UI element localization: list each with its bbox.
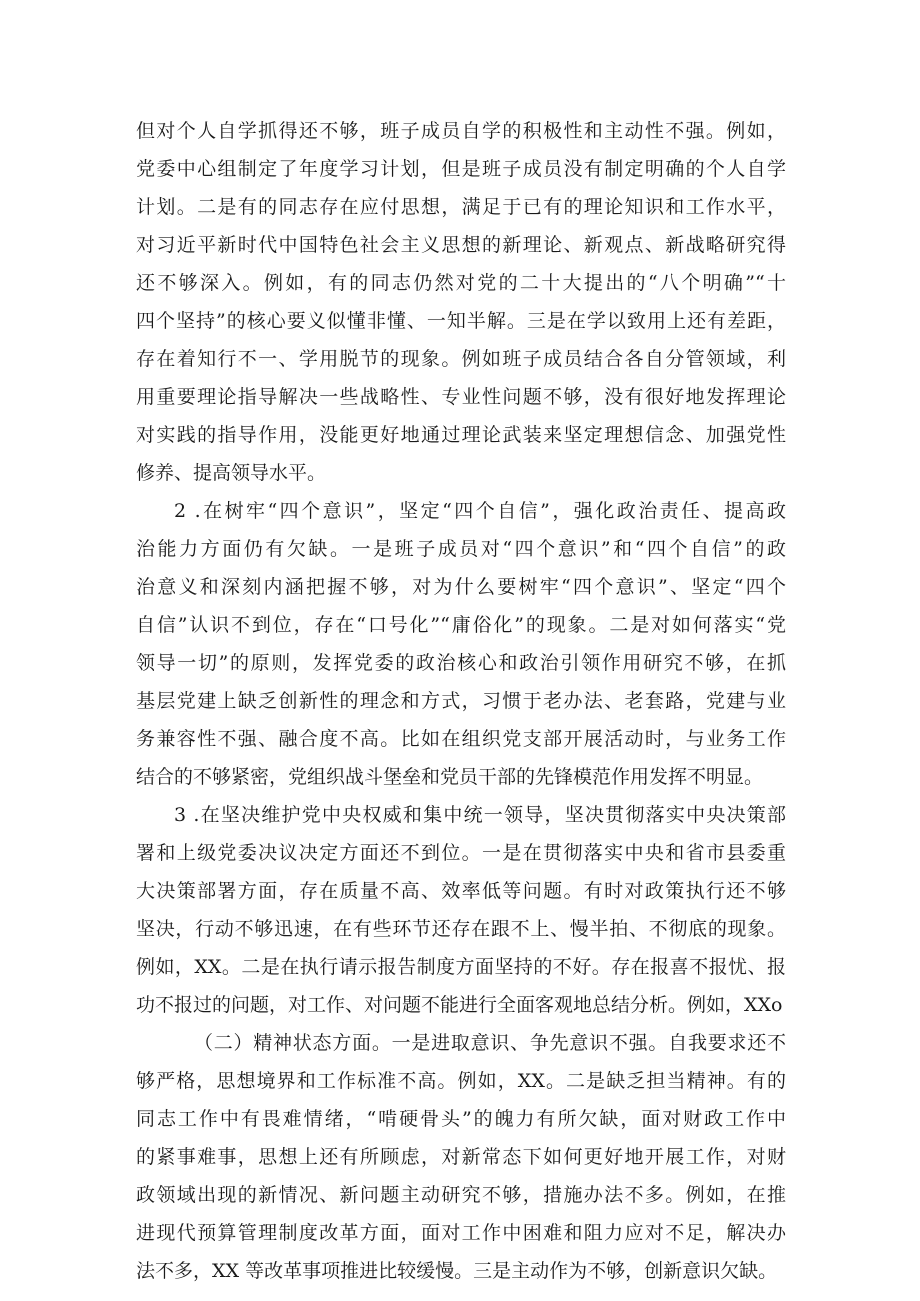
text-line: 治意义和深刻内涵把握不够，对为什么要树牢“四个意识”、坚定“四个 bbox=[136, 576, 786, 598]
text-line: 署和上级党委决议决定方面还不到位。一是在贯彻落实中央和省市县委重 bbox=[136, 842, 786, 864]
paragraph-1-continued bbox=[136, 112, 786, 492]
text-line: 法不多，XX 等改革事项推进比较缓慢。三是主动作为不够，创新意识欠缺。 bbox=[136, 1260, 778, 1282]
text-line: 政领域出现的新情况、新问题主动研究不够，措施办法不多。例如，在推 bbox=[136, 1184, 786, 1206]
text-line: 存在着知行不一、学用脱节的现象。例如班子成员结合各自分管领域，利 bbox=[136, 348, 786, 370]
text-line: 3 .在坚决维护党中央权威和集中统一领导，坚决贯彻落实中央决策部 bbox=[174, 804, 786, 826]
text-line: 坚决，行动不够迅速，在有些环节还存在跟不上、慢半拍、不彻底的现象。 bbox=[136, 918, 786, 940]
text-line: 结合的不够紧密，党组织战斗堡垒和党员干部的先锋模范作用发挥不明显。 bbox=[136, 766, 764, 788]
text-line: 2 .在树牢“四个意识”，坚定“四个自信”，强化政治责任、提高政 bbox=[174, 500, 786, 522]
text-line: 计划。二是有的同志存在应付思想，满足于已有的理论知识和工作水平， bbox=[136, 196, 786, 218]
text-line: 例如，XX。二是在执行请示报告制度方面坚持的不好。存在报喜不报忧、报 bbox=[136, 956, 786, 978]
text-line: 务兼容性不强、融合度不高。比如在组织党支部开展活动时，与业务工作 bbox=[136, 728, 786, 750]
text-line: 但对个人自学抓得还不够，班子成员自学的积极性和主动性不强。例如， bbox=[136, 120, 786, 142]
text-line: 自信”认识不到位，存在“口号化”“庸俗化”的现象。二是对如何落实“党 bbox=[136, 614, 786, 636]
text-line: 大决策部署方面，存在质量不高、效率低等问题。有时对政策执行还不够 bbox=[136, 880, 786, 902]
text-line: 领导一切”的原则，发挥党委的政治核心和政治引领作用研究不够，在抓 bbox=[136, 652, 786, 674]
text-line: 用重要理论指导解决一些战略性、专业性问题不够，没有很好地发挥理论 bbox=[136, 386, 786, 408]
text-line: 对习近平新时代中国特色社会主义思想的新理论、新观点、新战略研究得 bbox=[136, 234, 786, 256]
text-line: 治能力方面仍有欠缺。一是班子成员对“四个意识”和“四个自信”的政 bbox=[136, 538, 786, 560]
paragraph-4 bbox=[136, 1024, 786, 1290]
paragraph-2 bbox=[136, 492, 786, 796]
paragraph-3 bbox=[136, 796, 786, 1024]
text-line: 功不报过的问题，对工作、对问题不能进行全面客观地总结分析。例如，XXo bbox=[136, 994, 783, 1016]
text-line: 对实践的指导作用，没能更好地通过理论武装来坚定理想信念、加强党性 bbox=[136, 424, 786, 446]
text-line: 修养、提高领导水平。 bbox=[136, 462, 327, 484]
text-line: 基层党建上缺乏创新性的理念和方式，习惯于老办法、老套路，党建与业 bbox=[136, 690, 786, 712]
text-line: （二）精神状态方面。一是进取意识、争先意识不强。自我要求还不 bbox=[194, 1032, 786, 1054]
text-line: 同志工作中有畏难情绪，“啃硬骨头”的魄力有所欠缺，面对财政工作中 bbox=[136, 1108, 786, 1130]
text-line: 还不够深入。例如，有的同志仍然对党的二十大提出的“八个明确”“十 bbox=[136, 272, 786, 294]
text-line: 的紧事难事，思想上还有所顾虑，对新常态下如何更好地开展工作，对财 bbox=[136, 1146, 786, 1168]
text-line: 进现代预算管理制度改革方面，面对工作中困难和阻力应对不足，解决办 bbox=[136, 1222, 786, 1244]
text-line: 党委中心组制定了年度学习计划，但是班子成员没有制定明确的个人自学 bbox=[136, 158, 786, 180]
text-line: 够严格，思想境界和工作标准不高。例如，XX。二是缺乏担当精神。有的 bbox=[136, 1070, 786, 1092]
document-body bbox=[136, 112, 786, 1290]
text-line: 四个坚持”的核心要义似懂非懂、一知半解。三是在学以致用上还有差距， bbox=[136, 310, 786, 332]
